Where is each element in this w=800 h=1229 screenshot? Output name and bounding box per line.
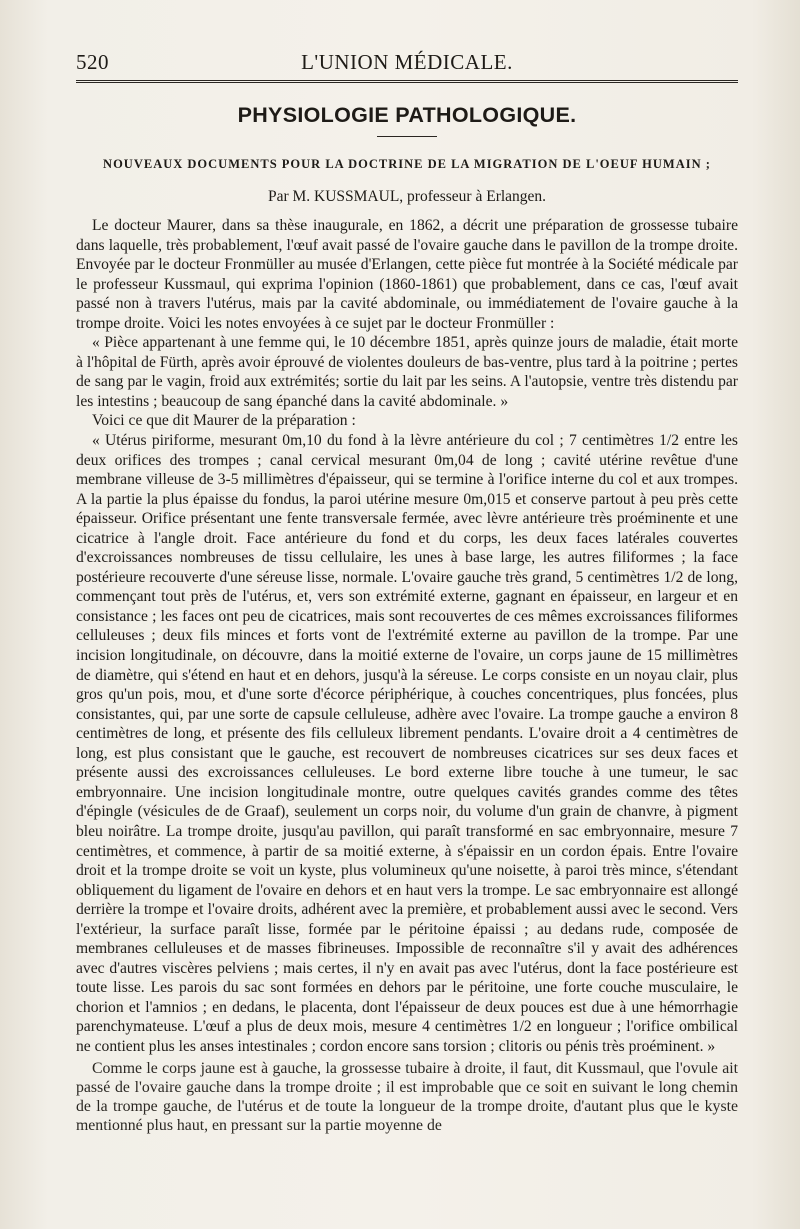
journal-title: L'UNION MÉDICALE. xyxy=(301,50,513,74)
paragraph: « Pièce appartenant à une femme qui, le 10 décembre 1851, après quinze jours de maladie, était morte à l'hôpital de Fürth, après avoir éprouvé de violentes douleurs de bas-ventre, plus tard à la poitrine ; pertes de sang par le vagin, froid aux extrémités; sortie du lait par les seins. A l'autopsie, ventre très distendu par les intestins ; beaucoup de sang épanché dans la cavité abdominale. » xyxy=(76,334,738,410)
header-rule xyxy=(76,80,738,83)
paragraph: Comme le corps jaune est à gauche, la grossesse tubaire à droite, il faut, dit Kussmaul, que l'ovule ait passé de l'ovaire gauche dans la trompe droite ; il est improbable que ce soit en suivant le long chemin de la trompe gauche, de l'utérus et de toute la longueur de la trompe droite, d'autant plus que le kyste mentionné plus haut, en pressant sur la partie moyenne de xyxy=(76,1059,738,1135)
paragraph: Le docteur Maurer, dans sa thèse inaugurale, en 1862, a décrit une préparation de grossesse tubaire dans laquelle, très probablement, l'œuf avait passé de l'ovaire gauche dans le pavillon de la trompe droite. Envoyée par le docteur Fronmüller au musée d'Erlangen, cette pièce fut montrée à la Société médicale par le professeur Kussmaul, qui exprima l'opinion (1860-1861) que probablement, dans ce cas, l'œuf avait passé non à travers l'utérus, mais par la cavité abdominale, ou immédiatement de l'ovaire gauche à la trompe droite. Voici les notes envoyées à ce sujet par le docteur Fronmüller : xyxy=(76,217,738,332)
paragraph: Voici ce que dit Maurer de la préparation : xyxy=(92,412,356,430)
paragraph: « Utérus piriforme, mesurant 0m,10 du fond à la lèvre antérieure du col ; 7 centimètres 1/2 entre les deux orifices des trompes ; canal cervical mesurant 0m,04 de long ; cavité utérine revêtue d'une membrane villeuse de 3-5 millimètres d'épaisseur, qui se termine à l'orifice interne du col et aux trompes. A la partie la plus épaisse du fondus, la paroi utérine mesure 0m,015 et conserve partout à peu près cette épaisseur. Orifice présentant une fente transversale fermée, avec lèvre antérieure très proéminente et une cicatrice à l'angle droit. Face antérieure du fond et du corps, les deux faces latérales couvertes d'excroissances nombreuses de tissu cellulaire, les unes à base large, les autres filiformes ; la face postérieure recouverte d'une séreuse lisse, normale. L'ovaire gauche très grand, 5 centimètres 1/2 de long, commençant tout près de l'utérus, et, vers son extrémité externe, gagnant en épaisseur, en largeur et en consistance ; les faces ont peu de cicatrices, mais sont recouvertes de ces mêmes excroissances filiformes celluleuses ; deux fils minces et forts vont de l'extrémité externe au pavillon de la trompe. Par une incision longitudinale, on découvre, dans la moitié externe de l'ovaire, un corps jaune de 15 millimètres de diamètre, qui s'étend en haut et en dehors, jusqu'à la séreuse. Le corps consiste en un noyau clair, plus gros qu'un pois, mou, et d'une sorte d'écorce périphérique, à couches concentriques, plus foncées, plus consistantes, qui, par une sorte de capsule celluleuse, adhère avec l'ovaire. La trompe gauche a environ 8 centimètres de long, et présente des fils celluleux librement pendants. L'ovaire droit a 4 centimètres de long, est plus consistant que le gauche, est recouvert de nombreuses cicatrices sur ses deux faces et présente aussi des excroissances celluleuses. Le bord externe libre touche à une tumeur, le sac embryonnaire. Une incision longitudinale montre, outre quelques cavités grandes comme des têtes d'épingle (vésicules de de Graaf), seulement un corps noir, du volume d'un grain de chanvre, à pigment bleu noirâtre. La trompe droite, jusqu'au pavillon, qui paraît transformé en sac embryonnaire, mesure 7 centimètres, et commence, à partir de sa moitié externe, à s'épaissir en un cordon épais. Entre l'ovaire droit et la trompe droite se voit un kyste, plus volumineux qu'une noisette, à paroi très mince, s'étendant obliquement du ligament de l'ovaire en dehors et en haut vers la trompe. Le sac embryonnaire est allongé derrière la trompe et l'ovaire droits, adhérent avec la première, et probablement aussi avec le second. Vers l'extérieur, la surface paraît lisse, formée par le péritoine épaissi ; au dedans rude, composée de membranes celluleuses et de masses fibrineuses. Impossible de reconnaître s'il y avait des adhérences avec d'autres viscères pelviens ; mais certes, il n'y en avait pas avec l'utérus, dont la face postérieure est toute lisse. Les parois du sac sont formées en dehors par le péritoine, une forte couche musculaire, le chorion et l'amnios ; en dedans, le placenta, dont l'épaisseur de deux pouces est due à une hémorrhagie parenchymateuse. L'œuf a plus de deux mois, mesure 4 centimètres 1/2 en longueur ; l'orifice ombilical ne contient plus les anses intestinales ; cordon encore sans torsion ; clitoris ou pénis très proéminent. » xyxy=(76,432,738,1055)
section-title: PHYSIOLOGIE PATHOLOGIQUE. xyxy=(237,103,577,127)
running-head xyxy=(76,50,738,80)
article-byline: Par M. KUSSMAUL, professeur à Erlangen. xyxy=(267,188,547,205)
article-body-continuation xyxy=(76,1059,738,1136)
title-rule xyxy=(377,136,437,137)
article-body xyxy=(76,216,738,1057)
page-number: 520 xyxy=(76,50,109,74)
article-title: NOUVEAUX DOCUMENTS POUR LA DOCTRINE DE LA MIGRATION DE L'OEUF HUMAIN ; xyxy=(103,157,711,171)
